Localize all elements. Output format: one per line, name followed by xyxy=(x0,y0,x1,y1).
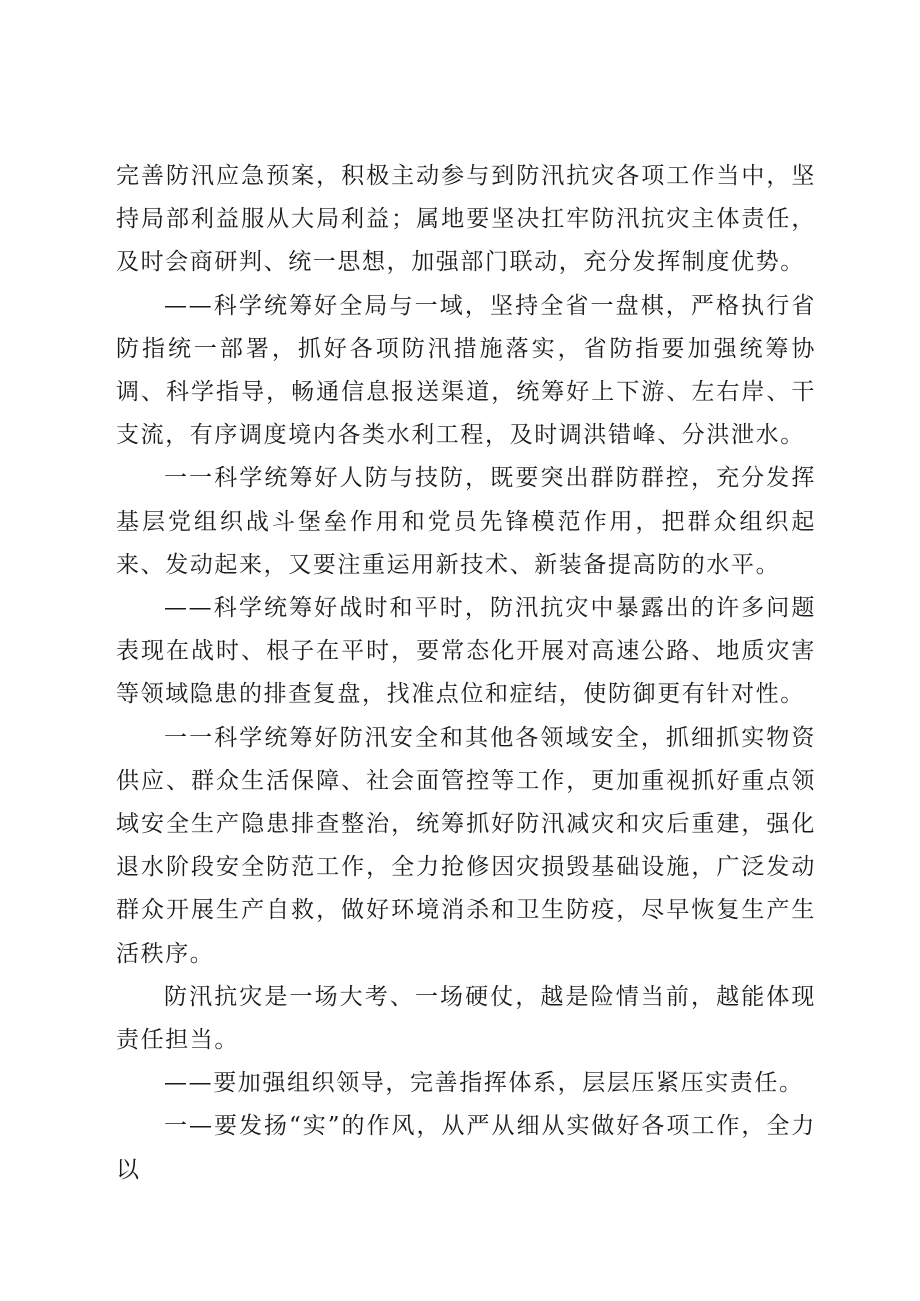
document-body xyxy=(116,155,816,1192)
paragraph-flood-and-other-safety: 一一科学统筹好防汛安全和其他各领域安全，抓细抓实物资供应、群众生活保障、社会面管控等工作，更加重视抓好重点领域安全生产隐患排查整治，统筹抓好防汛减灾和灾后重建，强化退水阶段安全防范工作，全力抢修因灾损毁基础设施，广泛发动群众开展生产自救，做好环境消杀和卫生防疫，尽早恢复生产生活秩序。 xyxy=(116,724,816,967)
paragraph-organization-leadership: ——要加强组织领导，完善指挥体系，层层压紧压实责任。 xyxy=(164,1070,804,1097)
paragraph-wartime-and-peacetime: ——科学统筹好战时和平时，防汛抗灾中暴露出的许多问题表现在战时、根子在平时，要常态化开展对高速公路、地质灾害等领域隐患的排查复盘，找准点位和症结，使防御更有针对性。 xyxy=(116,595,816,708)
paragraph-continuation: 完善防汛应急预案，积极主动参与到防汛抗灾各项工作当中，坚持局部利益服从大局利益；属地要坚决扛牢防汛抗灾主体责任，及时会商研判、统一思想，加强部门联动，充分发挥制度优势。 xyxy=(116,163,816,276)
paragraph-big-test: 防汛抗灾是一场大考、一场硬仗，越是险情当前，越能体现责任担当。 xyxy=(116,983,816,1054)
paragraph-overall-and-local: ——科学统筹好全局与一域，坚持全省一盘棋，严格执行省防指统一部署，抓好各项防汛措施落实，省防指要加强统筹协调、科学指导，畅通信息报送渠道，统筹好上下游、左右岸、干支流，有序调度境内各类水利工程，及时调洪错峰、分洪泄水。 xyxy=(116,292,816,449)
paragraph-human-and-tech: 一一科学统筹好人防与技防，既要突出群防群控，充分发挥基层党组织战斗堡垒作用和党员先锋模范作用，把群众组织起来、发动起来，又要注重运用新技术、新装备提高防的水平。 xyxy=(116,465,816,578)
paragraph-practical-style: 一—要发扬“实”的作风，从严从细从实做好各项工作，全力以 xyxy=(116,1113,816,1183)
